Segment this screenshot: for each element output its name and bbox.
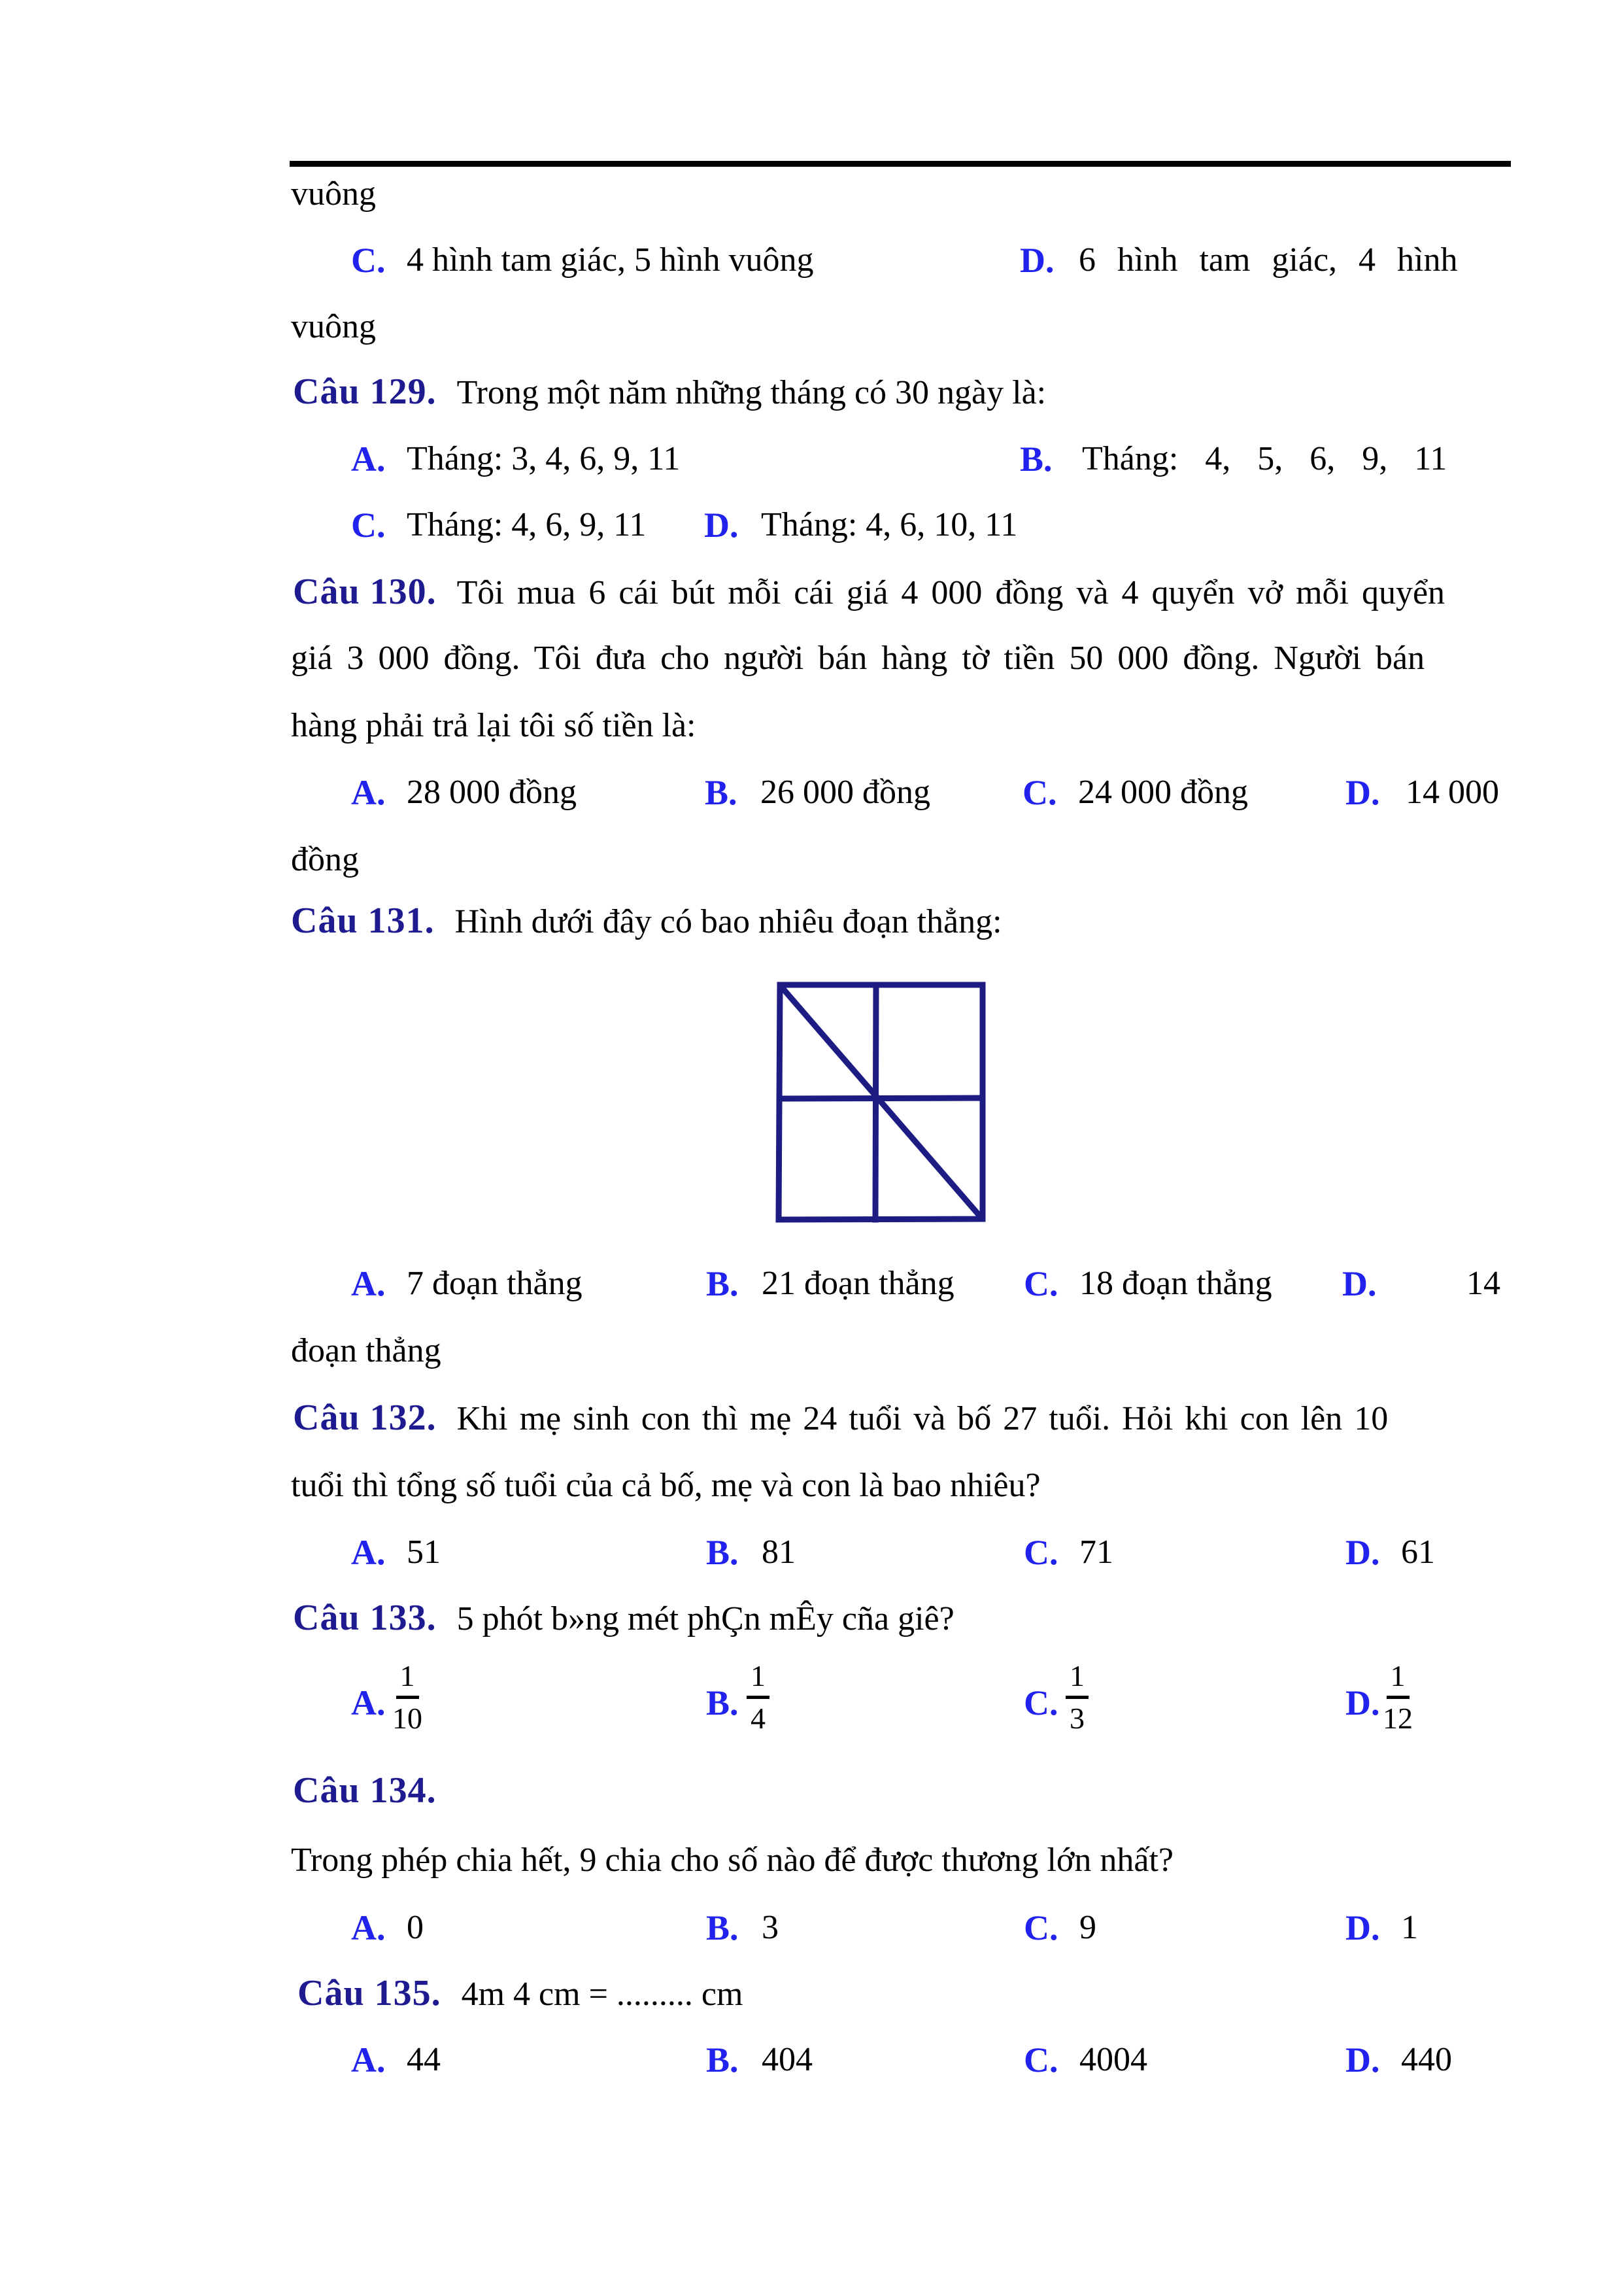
fraction-denominator: 12	[1383, 1702, 1413, 1735]
option-letter-a: A.	[351, 1908, 386, 1947]
option-letter-d: D.	[1345, 1683, 1380, 1722]
option-value-a: 44	[407, 2041, 441, 2078]
option-letter-b: B.	[705, 773, 737, 812]
option-value-b: 3	[762, 1909, 779, 1946]
option-letter-d: D.	[1020, 241, 1055, 280]
question-132-text-line2: tuổi thì tổng số tuổi của cả bố, mẹ và con là bao nhiêu?	[291, 1467, 1041, 1504]
option-value-d: 440	[1401, 2041, 1452, 2078]
option-value-c: 71	[1079, 1534, 1113, 1571]
question-133-text: 5 phót b»ng mét phÇn mÊy cña giê?	[456, 1600, 955, 1637]
option-value-d: 6 hình tam giác, 4 hình	[1079, 241, 1458, 279]
question-134	[293, 1770, 437, 1813]
option-value-a: 28 000 đồng	[407, 774, 577, 811]
option-value-b: Tháng: 4, 5, 6, 9, 11	[1082, 440, 1447, 477]
option-value-b: 81	[762, 1534, 796, 1571]
option-letter-c: C.	[1024, 1533, 1058, 1572]
option-letter-a: A.	[351, 1533, 386, 1572]
option-value-a: Tháng: 3, 4, 6, 9, 11	[407, 440, 681, 477]
option-value-d: 14 000	[1406, 774, 1499, 811]
option-value-a: 0	[407, 1909, 424, 1946]
question-130	[293, 571, 1445, 614]
horizontal-rule	[290, 161, 1511, 167]
question-129-text: Trong một năm những tháng có 30 ngày là:	[456, 374, 1047, 411]
option-letter-c: C.	[1022, 773, 1057, 812]
option-letter-a: A.	[351, 1683, 386, 1722]
option-value-a: 7 đoạn thẳng	[407, 1265, 583, 1302]
question-133-label: Câu 133.	[293, 1598, 437, 1638]
option-value-d: 61	[1401, 1534, 1435, 1571]
option-letter-c: C.	[1024, 1908, 1058, 1947]
option-letter-d: D.	[1342, 1264, 1377, 1303]
question-130-label: Câu 130.	[293, 572, 437, 612]
question-131	[291, 900, 1002, 943]
option-value-a-fraction	[392, 1658, 422, 1737]
option-letter-c: C.	[351, 505, 386, 545]
question-131-text: Hình dưới đây có bao nhiêu đoạn thẳng:	[454, 903, 1002, 940]
option-letter-a: A.	[351, 2040, 386, 2080]
option-value-b-fraction	[747, 1658, 769, 1737]
option-letter-a: A.	[351, 773, 386, 812]
fraction-denominator: 4	[751, 1702, 766, 1735]
question-132	[293, 1397, 1388, 1440]
question-130-text-line3: hàng phải trả lại tôi số tiền là:	[291, 707, 696, 744]
option-d-overflow: đồng	[291, 841, 359, 878]
option-letter-b: B.	[706, 1264, 739, 1303]
option-letter-b: B.	[1020, 439, 1053, 479]
figure-diagonal	[782, 987, 981, 1217]
figure-vertical-midline	[875, 985, 876, 1220]
overflow-text: vuông	[291, 308, 376, 345]
question-130-text-line1: Tôi mua 6 cái bút mỗi cái giá 4 000 đồng và 4 quyển vở mỗi quyển	[456, 574, 1445, 611]
question-133	[293, 1597, 955, 1640]
fraction-numerator: 1	[1387, 1658, 1410, 1699]
option-value-d-fraction	[1383, 1658, 1413, 1737]
option-letter-c: C.	[1024, 2040, 1058, 2080]
question-130-text-line2: giá 3 000 đồng. Tôi đưa cho người bán hàng tờ tiền 50 000 đồng. Người bán	[291, 640, 1425, 677]
question-129-label: Câu 129.	[293, 371, 437, 412]
option-letter-d: D.	[1345, 1908, 1380, 1947]
option-value-d: 14	[1466, 1265, 1500, 1302]
option-value-b: 404	[762, 2041, 813, 2078]
option-letter-a: A.	[351, 1264, 386, 1303]
option-value-c: Tháng: 4, 6, 9, 11	[407, 506, 647, 543]
fraction-numerator: 1	[396, 1658, 419, 1699]
option-value-c: 4 hình tam giác, 5 hình vuông	[407, 241, 814, 279]
option-letter-b: B.	[706, 2040, 739, 2080]
question-135	[297, 1972, 743, 2015]
question-135-label: Câu 135.	[297, 1973, 441, 2013]
fraction-denominator: 10	[392, 1702, 422, 1735]
option-letter-d: D.	[1345, 773, 1380, 812]
option-letter-c: C.	[1024, 1683, 1058, 1722]
option-value-b: 26 000 đồng	[760, 774, 930, 811]
option-letter-b: B.	[706, 1683, 739, 1722]
option-value-a: 51	[407, 1534, 441, 1571]
option-letter-a: A.	[351, 439, 386, 479]
option-value-c: 24 000 đồng	[1078, 774, 1248, 811]
overflow-text: vuông	[291, 175, 376, 213]
option-value-d: Tháng: 4, 6, 10, 11	[761, 506, 1018, 543]
question-135-text: 4m 4 cm = ......... cm	[461, 1976, 743, 2013]
option-value-c: 4004	[1079, 2041, 1147, 2078]
option-value-c: 18 đoạn thẳng	[1079, 1265, 1272, 1302]
option-letter-d: D.	[1345, 2040, 1380, 2080]
question-131-label: Câu 131.	[291, 900, 435, 941]
fraction-numerator: 1	[1066, 1658, 1089, 1699]
question-129	[293, 371, 1046, 414]
question-134-label: Câu 134.	[293, 1770, 437, 1811]
option-letter-c: C.	[351, 241, 386, 280]
option-letter-b: B.	[706, 1533, 739, 1572]
option-letter-d: D.	[1345, 1533, 1380, 1572]
option-value-c: 9	[1079, 1909, 1096, 1946]
question-134-text: Trong phép chia hết, 9 chia cho số nào để được thương lớn nhất?	[291, 1842, 1174, 1879]
question-132-text-line1: Khi mẹ sinh con thì mẹ 24 tuổi và bố 27 tuổi. Hỏi khi con lên 10	[456, 1400, 1389, 1437]
option-value-d: 1	[1401, 1909, 1418, 1946]
question-131-figure	[758, 965, 1013, 1240]
fraction-denominator: 3	[1070, 1702, 1085, 1735]
option-value-c-fraction	[1066, 1658, 1089, 1737]
option-letter-c: C.	[1024, 1264, 1058, 1303]
option-letter-d: D.	[704, 505, 739, 545]
option-value-b: 21 đoạn thẳng	[762, 1265, 955, 1302]
option-letter-b: B.	[706, 1908, 739, 1947]
question-132-label: Câu 132.	[293, 1397, 437, 1438]
option-d-overflow: đoạn thẳng	[291, 1332, 441, 1369]
fraction-numerator: 1	[747, 1658, 769, 1699]
